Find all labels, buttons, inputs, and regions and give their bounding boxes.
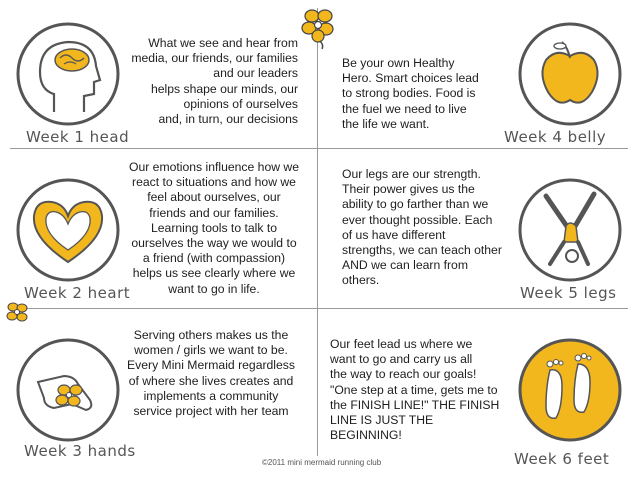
flower-icon bbox=[298, 6, 338, 50]
hand-flower-icon bbox=[14, 336, 122, 444]
footprints-icon bbox=[516, 336, 624, 444]
week-1-label: Week 1 head bbox=[26, 128, 130, 146]
small-flower-icon bbox=[4, 300, 30, 326]
cartwheel-icon bbox=[516, 176, 624, 284]
week-3-label: Week 3 hands bbox=[24, 442, 136, 460]
heart-icon bbox=[14, 176, 122, 284]
week-5-label: Week 5 legs bbox=[520, 284, 617, 302]
week-2-text: Our emotions influence how we react to situations and how we feel about ourselves, our friends and our families. Learning tools to talk to ourselves the way we would to a friend (with compassion) helps us see clearly where we want to go in life. bbox=[128, 160, 300, 296]
week-6-text: Our feet lead us where we want to go and carry us all the way to reach our goals! "One step at a time, gets me to the FINISH LINE!" THE FINISH LINE IS JUST THE BEGINNING! bbox=[330, 337, 500, 443]
week-6-label: Week 6 feet bbox=[514, 450, 610, 468]
week-4-label: Week 4 belly bbox=[504, 128, 607, 146]
week-1-text: What we see and hear from media, our friends, our families and our leaders helps shape our minds, our opinions of ourselves and, in turn, our decisions bbox=[131, 36, 298, 127]
horizontal-divider-top bbox=[10, 148, 628, 149]
head-icon bbox=[14, 20, 122, 128]
apple-icon bbox=[516, 20, 624, 128]
week-3-text: Serving others makes us the women / girls we want to be. Every Mini Mermaid regardless of where she lives creates and implements a community service project with her team bbox=[127, 328, 295, 419]
horizontal-divider-bottom bbox=[10, 308, 628, 309]
vertical-divider bbox=[317, 8, 318, 456]
copyright-text: ©2011 mini mermaid running club bbox=[262, 458, 382, 467]
week-2-label: Week 2 heart bbox=[24, 284, 131, 302]
week-4-text: Be your own Healthy Hero. Smart choices lead to strong bodies. Food is the fuel we need to live the life we want. bbox=[342, 56, 479, 131]
week-5-text: Our legs are our strength. Their power gives us the ability to go farther than we ever thought possible. Each of us have different strengths, we can teach other AND we can learn from others. bbox=[342, 167, 502, 288]
